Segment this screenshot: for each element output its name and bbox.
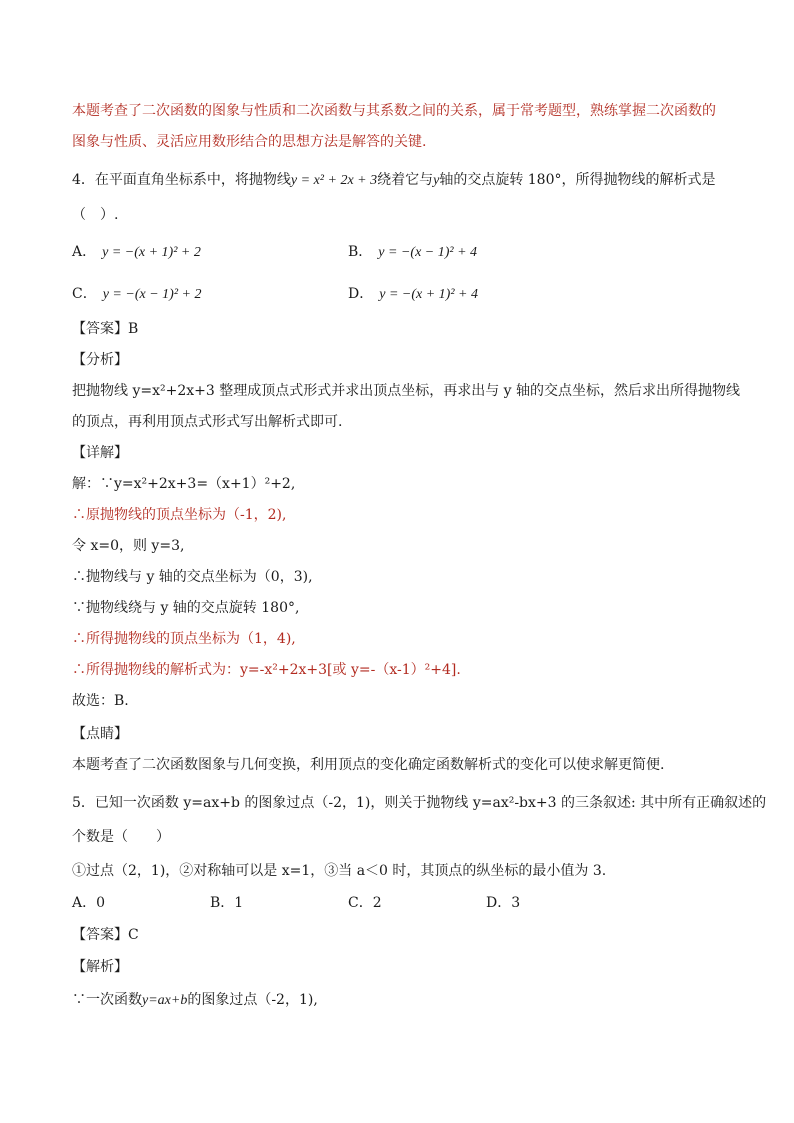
option-expr: y = −(x + 1)² + 4 (379, 287, 478, 302)
q4-analysis-tag: 【分析】 (72, 352, 128, 368)
q5-stem-line-1: 5．已知一次函数 y=ax+b 的图象过点（-2，1)，则关于抛物线 y=ax²-bx+3 的三条叙述: 其中所有正确叙述的 (72, 795, 767, 811)
intro-line-2: 图象与性质、灵活应用数形结合的思想方法是解答的关键. (72, 134, 427, 150)
q4-stem-b: 绕着它与 (377, 172, 434, 188)
q5-conditions: ①过点（2，1)，②对称轴可以是 x=1，③当 a＜0 时，其顶点的纵坐标的最小值为 3. (72, 863, 607, 879)
q4-step-4: ∴抛物线与 y 轴的交点坐标为（0，3), (72, 569, 313, 585)
q4-paren: （ ）. (72, 207, 119, 223)
q4-comment-tag: 【点睛】 (72, 726, 128, 742)
q4-comment: 本题考查了二次函数图象与几何变换，利用顶点的变化确定函数解析式的变化可以使求解更简便. (72, 757, 665, 773)
option-expr: y = −(x − 1)² + 2 (102, 287, 202, 302)
q4-step-8: 故选：B. (72, 693, 129, 709)
option-label: C． (72, 286, 97, 302)
q4-step-1: 解：∵y=x²+2x+3=（x+1）²+2, (72, 476, 296, 492)
option-label: A． (72, 244, 97, 260)
q5-step-1 (72, 990, 318, 1011)
q5-step-b: 的图象过点（-2，1), (187, 992, 318, 1008)
q5-step-a: ∵一次函数 (72, 992, 142, 1008)
q4-stem-c: 轴的交点旋转 180°，所得抛物线的解析式是 (439, 172, 716, 188)
q4-step-2: ∴原抛物线的顶点坐标为（-1，2), (72, 507, 287, 523)
q4-option-c (72, 284, 201, 305)
q5-analysis-tag: 【解析】 (72, 959, 128, 975)
q4-stem-expr: y = x² + 2x + 3 (290, 173, 378, 188)
q4-step-5: ∵抛物线绕与 y 轴的交点旋转 180°, (72, 600, 300, 616)
q4-step-6: ∴所得抛物线的顶点坐标为（1，4), (72, 631, 296, 647)
q5-option-a: A．0 (72, 895, 106, 911)
option-expr: y = −(x − 1)² + 4 (378, 245, 478, 260)
q5-step-expr: y=ax+b (142, 993, 188, 1008)
q4-stem (72, 170, 716, 191)
q4-detail-tag: 【详解】 (72, 445, 128, 461)
q4-option-b (348, 242, 477, 263)
q5-stem-line-2: 个数是（ ） (72, 829, 170, 845)
q4-stem-y: y (433, 173, 440, 188)
q5-answer: 【答案】C (72, 927, 139, 943)
q4-step-7: ∴所得抛物线的解析式为：y=-x²+2x+3[或 y=-（x-1）²+4]. (72, 662, 461, 678)
q4-option-d (348, 284, 478, 305)
q5-option-c: C．2 (348, 895, 382, 911)
option-label: B． (348, 244, 373, 260)
option-expr: y = −(x + 1)² + 2 (102, 245, 201, 260)
q4-step-3: 令 x=0，则 y=3, (72, 538, 185, 554)
q4-answer: 【答案】B (72, 321, 139, 337)
q4-stem-a: 4．在平面直角坐标系中，将抛物线 (72, 172, 291, 188)
q4-analysis-line-1: 把抛物线 y=x²+2x+3 整理成顶点式形式并求出顶点坐标，再求出与 y 轴的交点坐标，然后求出所得抛物线 (72, 383, 741, 399)
intro-line-1: 本题考查了二次函数的图象与性质和二次函数与其系数之间的关系，属于常考题型，熟练掌握二次函数的 (72, 103, 716, 119)
q5-option-b: B．1 (210, 895, 244, 911)
q4-option-a (72, 242, 201, 263)
option-label: D． (348, 286, 374, 302)
q4-analysis-line-2: 的顶点，再利用顶点式形式写出解析式即可. (72, 414, 343, 430)
q5-option-d: D．3 (486, 895, 521, 911)
